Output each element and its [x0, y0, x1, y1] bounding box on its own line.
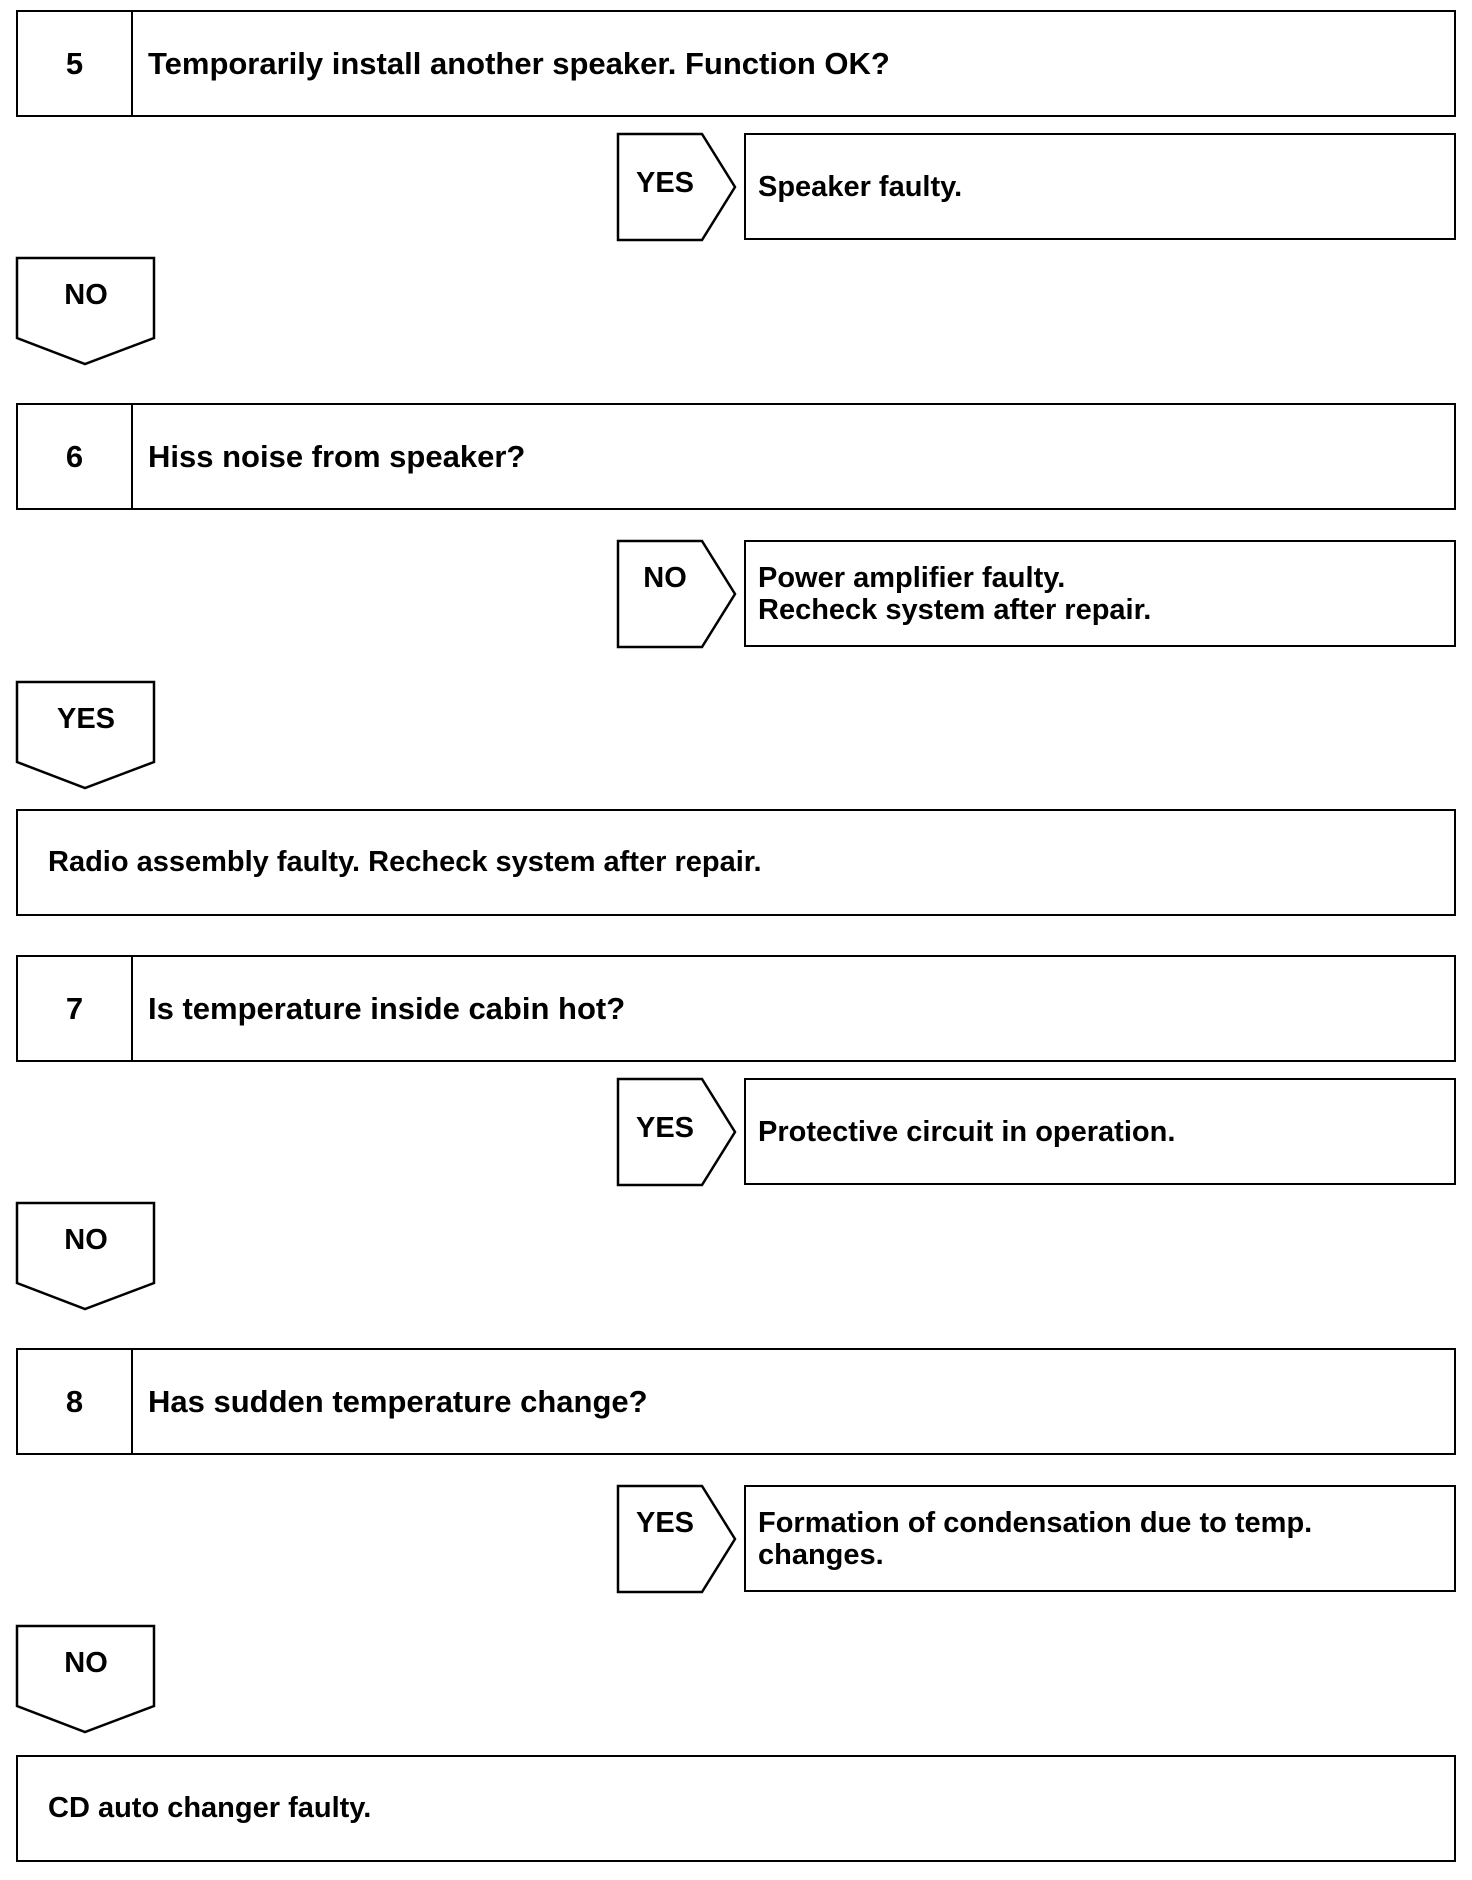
down-arrow-yes [16, 681, 156, 791]
step-7-box [16, 955, 1456, 1062]
step-question: Has sudden temperature change? [148, 1383, 648, 1419]
down-arrow-shape [16, 1625, 156, 1735]
down-arrow-label: YES [56, 703, 116, 735]
result-box [744, 133, 1456, 240]
branch-label: YES [635, 1507, 695, 1539]
step-question: Is temperature inside cabin hot? [148, 990, 626, 1026]
down-arrow-shape [16, 681, 156, 791]
final-result-text: Radio assembly faulty. Recheck system after repair. [48, 846, 762, 878]
branch-label: NO [643, 562, 687, 594]
result-line: changes. [758, 1538, 884, 1571]
result-text [758, 562, 1442, 626]
step-number: 7 [18, 957, 133, 1060]
result-text: Speaker faulty. [758, 170, 963, 203]
step-6-box [16, 403, 1456, 510]
result-box [744, 1485, 1456, 1592]
step-number: 5 [18, 12, 133, 115]
final-result-box [16, 809, 1456, 916]
step-question: Hiss noise from speaker? [148, 438, 526, 474]
down-arrow-label: NO [64, 1224, 108, 1256]
down-arrow-no [16, 1202, 156, 1312]
step-number: 6 [18, 405, 133, 508]
down-arrow-shape [16, 1202, 156, 1312]
result-text [758, 1507, 1442, 1571]
down-arrow-label: NO [64, 279, 108, 311]
result-line: Formation of condensation due to temp. [758, 1506, 1313, 1539]
result-line: Recheck system after repair. [758, 593, 1152, 626]
down-arrow-shape [16, 257, 156, 367]
result-line: Power amplifier faulty. [758, 561, 1066, 594]
final-result-box [16, 1755, 1456, 1862]
branch-label: YES [635, 167, 695, 199]
step-8-box [16, 1348, 1456, 1455]
down-arrow-no [16, 1625, 156, 1735]
right-arrow-no [617, 540, 737, 648]
down-arrow-no [16, 257, 156, 367]
result-box [744, 540, 1456, 647]
step-question: Temporarily install another speaker. Function OK? [148, 45, 890, 81]
right-arrow-yes [617, 1078, 737, 1186]
step-5-box [16, 10, 1456, 117]
result-box [744, 1078, 1456, 1185]
branch-label: YES [635, 1112, 695, 1144]
right-arrow-yes [617, 133, 737, 241]
right-arrow-yes [617, 1485, 737, 1593]
step-number: 8 [18, 1350, 133, 1453]
down-arrow-label: NO [64, 1647, 108, 1679]
final-result-text: CD auto changer faulty. [48, 1792, 372, 1824]
result-text: Protective circuit in operation. [758, 1115, 1176, 1148]
